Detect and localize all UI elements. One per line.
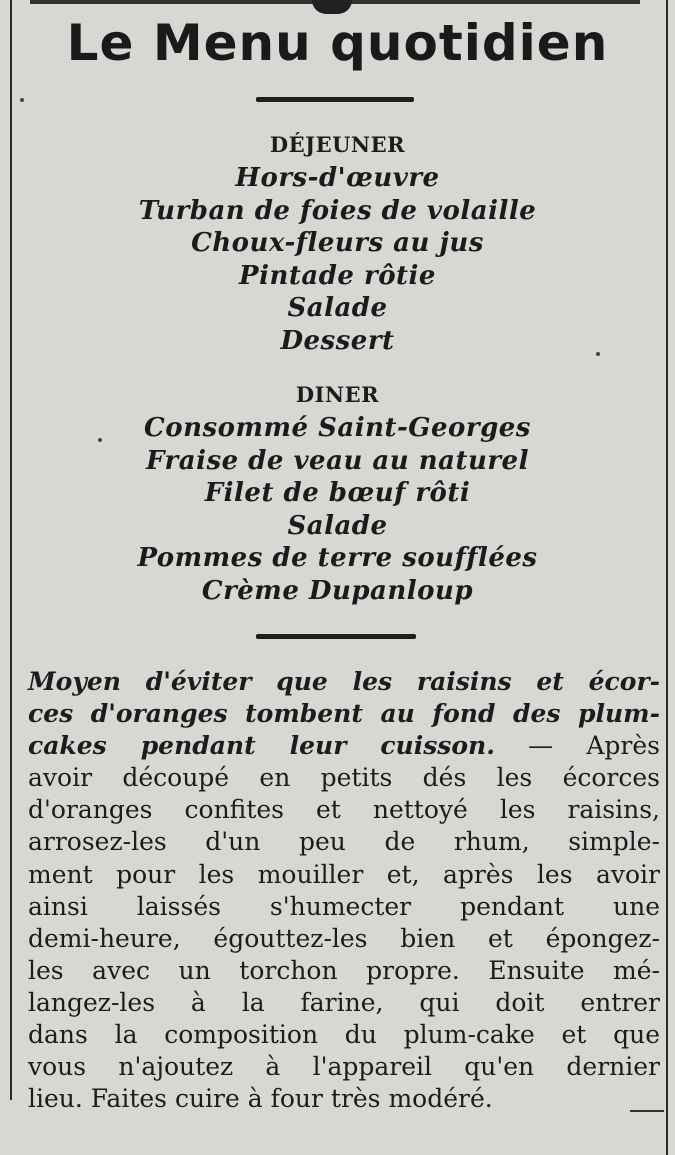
- text-line: cakes pendant leur cuisson. — Après: [28, 731, 660, 761]
- print-speck: [596, 352, 600, 356]
- dish-item: Salade: [287, 510, 388, 541]
- diner-menu: [0, 378, 675, 607]
- print-speck: [98, 438, 102, 442]
- text-line: avoir découpé en petits dés les écorces: [28, 763, 660, 793]
- dish-item: Filet de bœuf rôti: [204, 478, 471, 508]
- dish-item: Pommes de terre soufflées: [137, 543, 538, 573]
- dish-item: Crème Dupanloup: [201, 575, 474, 606]
- text-line: ment pour les mouiller et, après les avoir: [28, 859, 660, 889]
- text-line: d'oranges confites et nettoyé les raisins,: [28, 795, 660, 825]
- dish-item: Fraise de veau au naturel: [146, 445, 529, 476]
- text-line: arrosez-les d'un peu de rhum, simple-: [28, 827, 660, 857]
- recipe-paragraph: [28, 666, 660, 1115]
- text-line: demi-heure, égouttez-les bien et épongez-: [28, 923, 660, 953]
- dejeuner-heading: DÉJEUNER: [269, 132, 406, 157]
- text-line: lieu. Faites cuire à four très modéré.: [28, 1084, 493, 1114]
- dish-item: Turban de foies de volaille: [138, 195, 537, 226]
- dish-item: Salade: [287, 293, 388, 323]
- print-speck: [20, 98, 24, 102]
- title-separator: [256, 97, 414, 102]
- dish-item: Choux-fleurs au jus: [191, 228, 484, 258]
- page-title: Le Menu quotidien: [66, 14, 609, 72]
- text-line: langez-les à la farine, qui doit entrer: [28, 987, 660, 1017]
- text-line: les avec un torchon propre. Ensuite mé-: [28, 955, 660, 985]
- text-line: ainsi laissés s'humecter pendant une: [28, 891, 660, 921]
- text-line: ces d'oranges tombent au fond des plum-: [28, 699, 660, 729]
- end-dash: [630, 1110, 664, 1112]
- text-line: vous n'ajoutez à l'appareil qu'en dernier: [28, 1052, 660, 1082]
- dish-item: Dessert: [280, 325, 395, 356]
- top-ornament: [312, 0, 352, 14]
- dish-item: Consommé Saint-Georges: [144, 413, 531, 443]
- dish-item: Pintade rôtie: [239, 260, 436, 291]
- dish-item: Hors-d'œuvre: [235, 163, 440, 193]
- diner-heading: DINER: [295, 382, 380, 407]
- dejeuner-menu: [0, 128, 675, 357]
- section-separator: [256, 634, 416, 639]
- text-line: dans la composition du plum-cake et que: [28, 1020, 660, 1050]
- text-line: Moyen d'éviter que les raisins et écor-: [28, 667, 660, 696]
